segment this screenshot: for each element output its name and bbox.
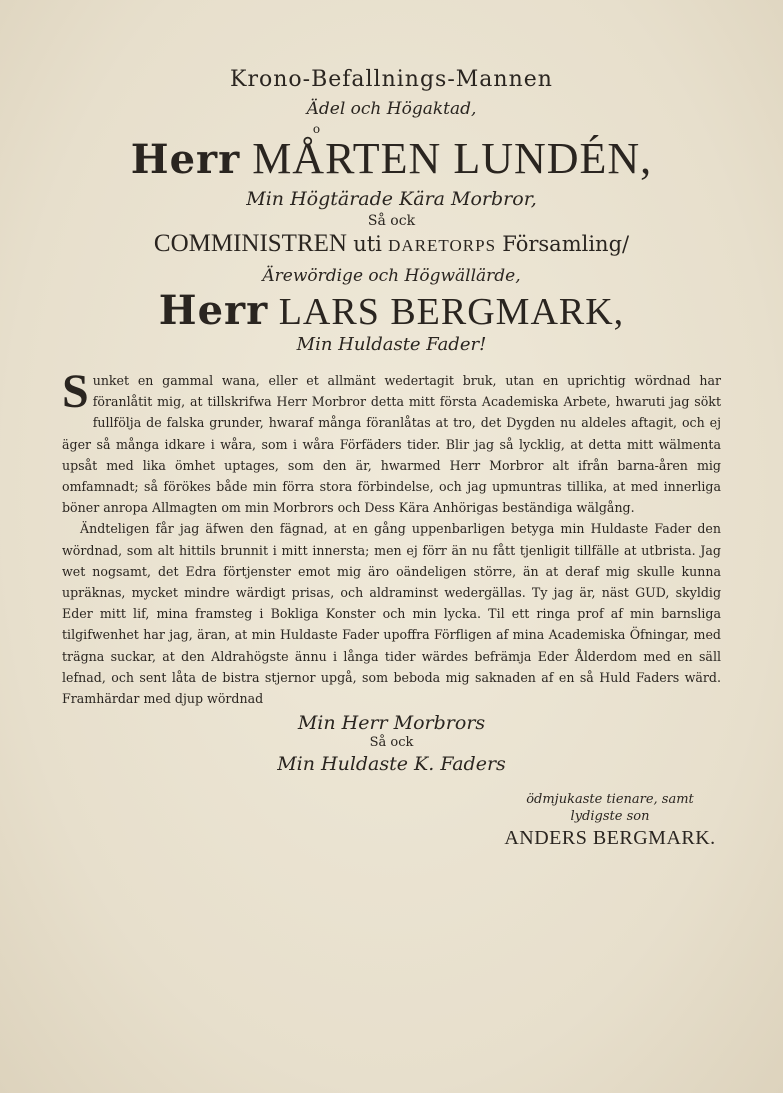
- recipient2-prefix: Herr: [158, 287, 269, 334]
- drop-cap: S: [62, 365, 89, 418]
- salutation-line: Ädel och Högaktad,: [306, 99, 477, 119]
- office-line: [62, 229, 721, 261]
- ring-mark: o: [312, 122, 321, 136]
- recipient1-relation: Min Högtärade Kära Morbror,: [246, 188, 537, 210]
- office-part1: COMMINISTREN: [153, 230, 347, 257]
- page-title: Krono-Befallnings-Mannen: [230, 67, 553, 92]
- conjunction: Så ock: [367, 213, 416, 229]
- closing-line-2: Så ock: [369, 735, 414, 751]
- office-part4: Församling/: [502, 232, 630, 256]
- office-part3: DARETORPS: [388, 236, 497, 255]
- closing-line-3: Min Huldaste K. Faders: [277, 753, 506, 776]
- recipient1-prefix: Herr: [130, 136, 241, 183]
- recipient2-name-line: [62, 289, 721, 334]
- recipient2-title: Ärewördige och Högwällärde,: [262, 266, 521, 286]
- signature-name: ANDERS BERGMARK.: [504, 827, 716, 850]
- dedication-header: [62, 66, 721, 356]
- letter-body: [62, 365, 721, 709]
- closing-block: [62, 711, 721, 777]
- letter-paragraph-2: Ändteligen får jag äfwen den fägnad, at en gång uppenbarligen betyga min Huldaste Fader den wördnad, som alt hittils brunnit i mitt innersta; men ej förr än nu fått tjenligit tillfälle at utbrista. Jag wet nogsamt, det Edra förtjenster emot mig äro oändeligen större, än at deraf mig skulle kunna upräknas, mycket mindre wärdigt prisas, och aldraminst wedergällas. Ty jag är, näst GUD, skyldig Eder mitt lif, mina framsteg i Bokliga Konster och min lycka. Til ett ringa prof af min barnsliga tilgifwenhet har jag, äran, at min Huldaste Fader upoffra Förfligen af mina Academiska Öfningar, med trägna suckar, at den Aldrahögste ännu i långa tider wärdes befrämja Eder Ålderdom med en säll lefnad, och sent låta de bistra stjernor upgå, som beboda mig saknaden af en så Huld Faders wärd. Framhärdar med djup wördnad: [62, 521, 721, 707]
- recipient2-name: LARS BERGMARK,: [278, 291, 625, 333]
- office-part2: uti: [353, 232, 382, 256]
- signature-line-1: ödmjukaste tienare, samt: [526, 792, 694, 808]
- letter-paragraph-1: unket en gammal wana, eller et allmänt wedertagit bruk, utan en uprichtig wördnad har föranlåtit mig, at tillskrifwa Herr Morbror detta mitt första Academiska Arbete, hwaruti jag sökt fullfölja de falska grunder, hwaraf många föranlåtas at tro, det Dygden nu aldeles aftagit, och ej äger så många idkare i wåra, som i wåra Förfäders tider. Blir jag så lycklig, at detta mitt wälmenta upsåt med lika ömhet uptages, som den är, hwarmed Herr Morbror alt ifrån barna-åren mig omfamnadt; så förökes både min förra stora förbindelse, och jag upmuntras tillika, at med innerliga böner anropa Allmagten om min Morbrors och Dess Kära Anhörigas beständiga wälgång.: [62, 373, 721, 516]
- signature-line-2: lydigste son: [570, 809, 650, 825]
- recipient1-name-line: [62, 134, 721, 185]
- signature-block: [480, 791, 740, 851]
- closing-line-1: Min Herr Morbrors: [297, 712, 486, 735]
- recipient1-name: MÅRTEN LUNDÉN,: [252, 134, 653, 183]
- recipient2-relation: Min Huldaste Fader!: [296, 334, 487, 355]
